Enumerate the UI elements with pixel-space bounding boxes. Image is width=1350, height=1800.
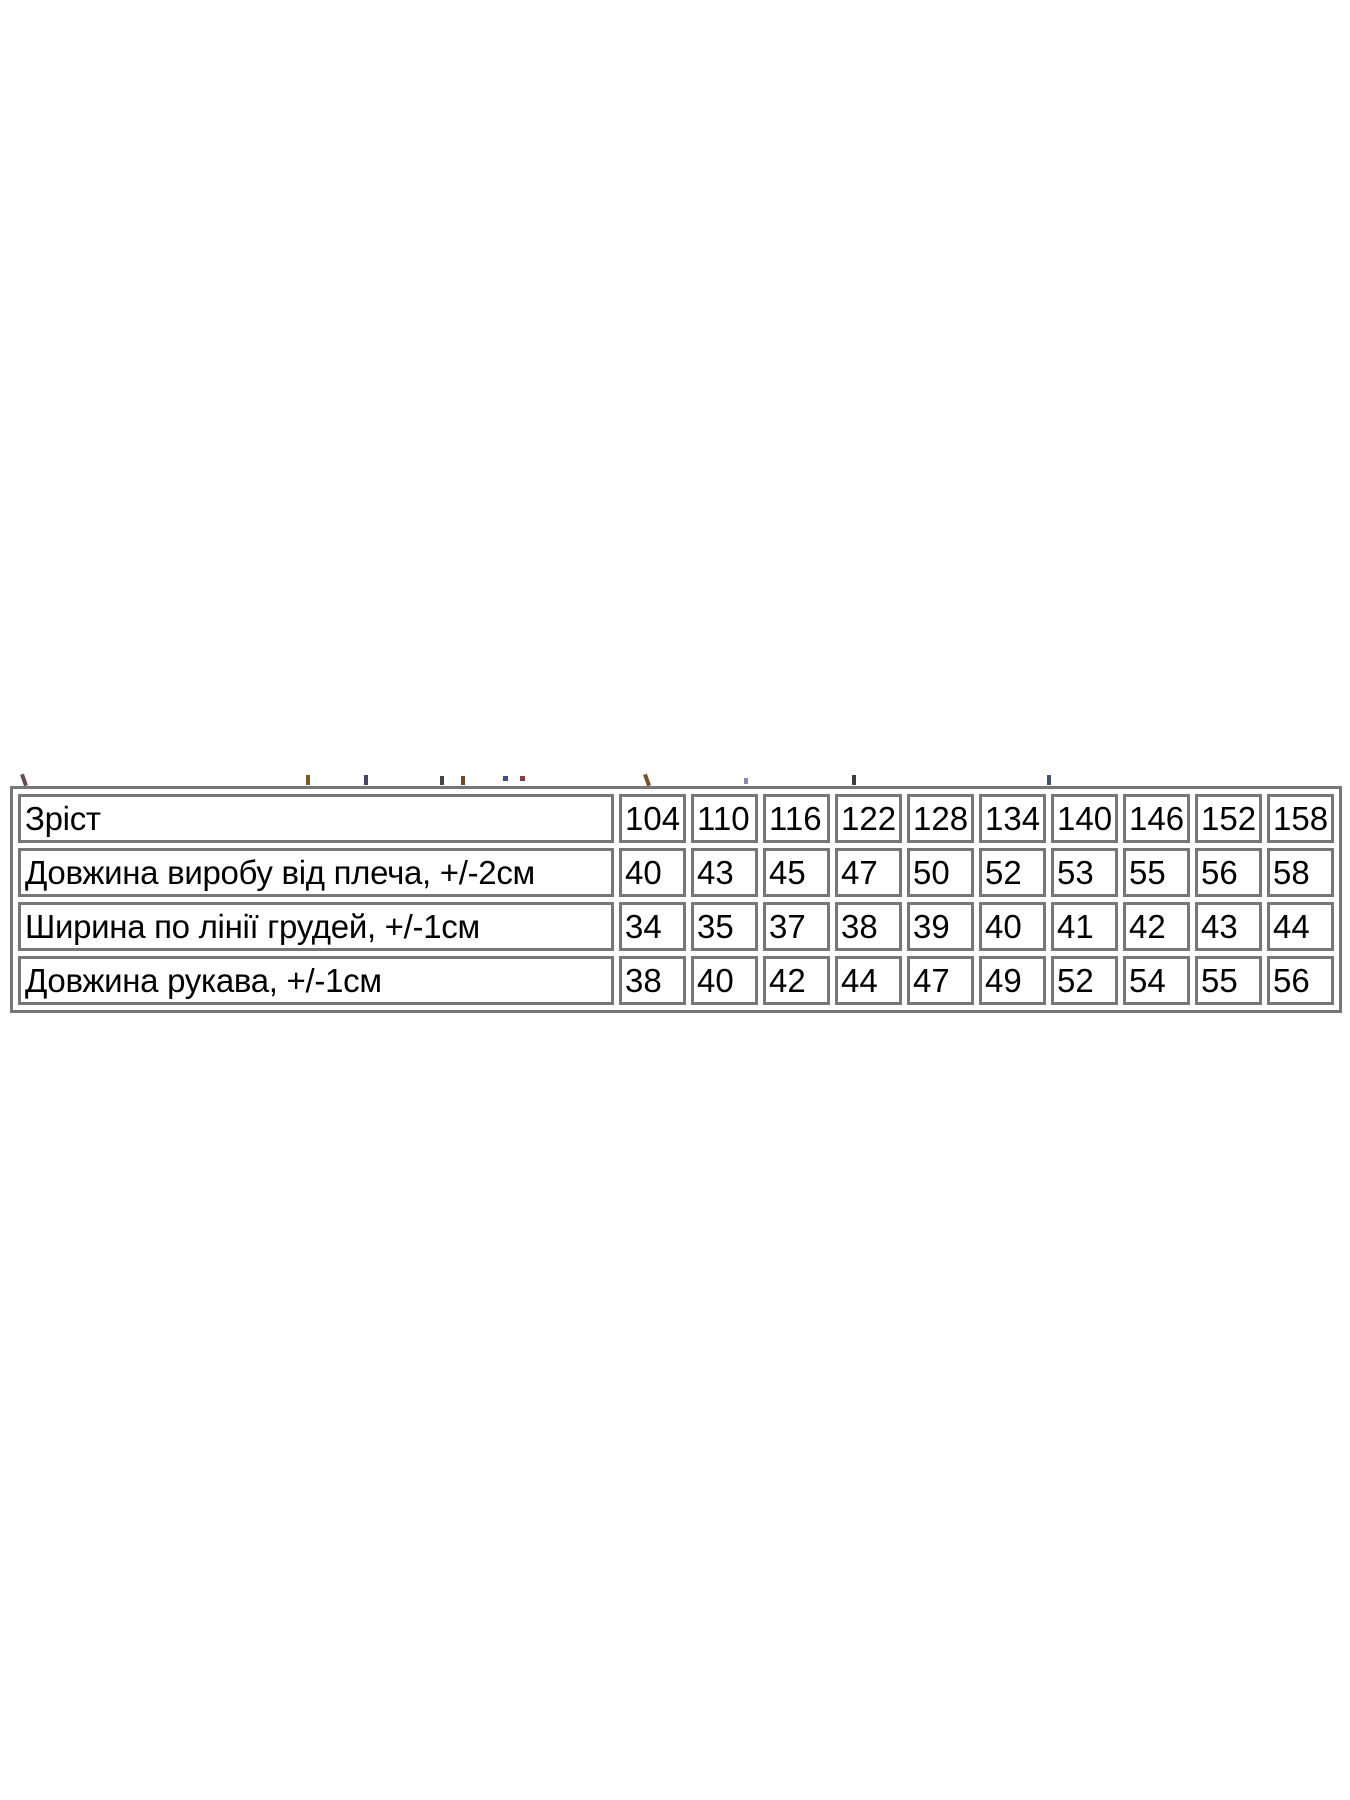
height-value-cell: 122 — [835, 794, 902, 843]
text-fragment-mark — [306, 775, 310, 785]
table-row — [18, 848, 1334, 897]
height-value-cell: 110 — [691, 794, 758, 843]
size-value-cell: 38 — [835, 902, 902, 951]
height-value-cell: 146 — [1123, 794, 1190, 843]
size-value-cell: 40 — [979, 902, 1046, 951]
size-value-cell: 34 — [619, 902, 686, 951]
size-value-cell: 40 — [691, 956, 758, 1005]
size-value-cell: 50 — [907, 848, 974, 897]
height-value-cell: 104 — [619, 794, 686, 843]
size-value-cell: 47 — [835, 848, 902, 897]
size-value-cell: 55 — [1195, 956, 1262, 1005]
size-value-cell: 43 — [691, 848, 758, 897]
clipped-text-fragments — [0, 0, 1350, 790]
text-fragment-mark — [1047, 775, 1051, 785]
height-value-cell: 158 — [1267, 794, 1334, 843]
text-fragment-mark — [364, 775, 368, 785]
height-value-cell: 128 — [907, 794, 974, 843]
size-value-cell: 56 — [1195, 848, 1262, 897]
table-header-row — [18, 794, 1334, 843]
size-value-cell: 56 — [1267, 956, 1334, 1005]
size-value-cell: 47 — [907, 956, 974, 1005]
text-fragment-mark — [503, 776, 508, 781]
height-value-cell: 140 — [1051, 794, 1118, 843]
text-fragment-mark — [20, 774, 28, 787]
size-value-cell: 52 — [1051, 956, 1118, 1005]
size-value-cell: 38 — [619, 956, 686, 1005]
text-fragment-mark — [440, 776, 444, 785]
table-row — [18, 956, 1334, 1005]
height-value-cell: 134 — [979, 794, 1046, 843]
size-value-cell: 43 — [1195, 902, 1262, 951]
text-fragment-mark — [643, 774, 651, 787]
size-value-cell: 35 — [691, 902, 758, 951]
size-value-cell: 55 — [1123, 848, 1190, 897]
measurement-label-cell: Ширина по лінії грудей, +/-1см — [18, 902, 614, 951]
text-fragment-mark — [744, 778, 748, 784]
size-value-cell: 44 — [1267, 902, 1334, 951]
size-value-cell: 42 — [763, 956, 830, 1005]
table-row — [18, 902, 1334, 951]
text-fragment-mark — [461, 776, 465, 785]
size-value-cell: 49 — [979, 956, 1046, 1005]
text-fragment-mark — [520, 776, 525, 781]
size-chart-table — [10, 786, 1342, 1013]
size-value-cell: 42 — [1123, 902, 1190, 951]
size-value-cell: 45 — [763, 848, 830, 897]
size-value-cell: 40 — [619, 848, 686, 897]
text-fragment-mark — [852, 775, 856, 785]
size-value-cell: 41 — [1051, 902, 1118, 951]
size-value-cell: 53 — [1051, 848, 1118, 897]
size-value-cell: 44 — [835, 956, 902, 1005]
size-value-cell: 37 — [763, 902, 830, 951]
height-value-cell: 116 — [763, 794, 830, 843]
height-value-cell: 152 — [1195, 794, 1262, 843]
measurement-label-cell: Довжина рукава, +/-1см — [18, 956, 614, 1005]
size-value-cell: 54 — [1123, 956, 1190, 1005]
height-header-label-cell: Зріст — [18, 794, 614, 843]
measurement-label-cell: Довжина виробу від плеча, +/-2см — [18, 848, 614, 897]
size-value-cell: 39 — [907, 902, 974, 951]
size-value-cell: 52 — [979, 848, 1046, 897]
size-value-cell: 58 — [1267, 848, 1334, 897]
